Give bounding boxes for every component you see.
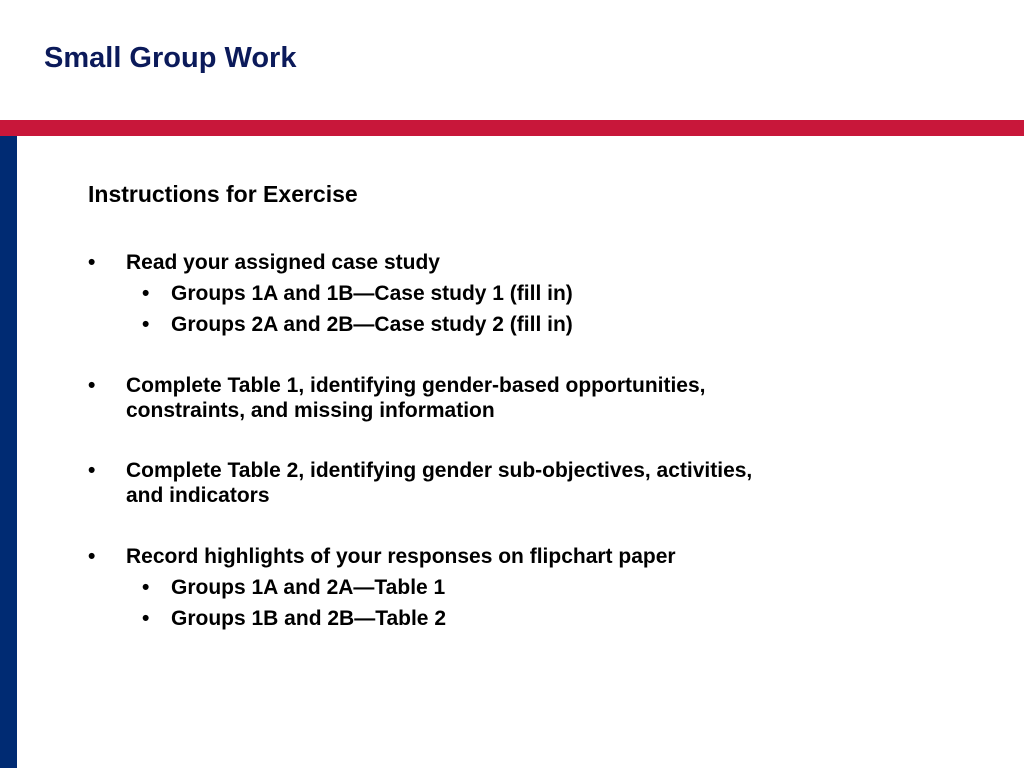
sub-bullet-text: Groups 1A and 2A—Table 1 <box>171 576 446 599</box>
bullet-text <box>126 458 752 508</box>
bullet-text <box>126 373 706 423</box>
slide-content <box>88 0 988 768</box>
bullet-text-line: and indicators <box>126 484 270 507</box>
bullet-dot: • <box>88 545 96 568</box>
bullet-dot: • <box>142 282 150 305</box>
bullet-text-line: Complete Table 2, identifying gender sub-objectives, activities, <box>126 459 753 482</box>
bullet-dot: • <box>142 313 150 336</box>
sub-bullet-text: Groups 1B and 2B—Table 2 <box>171 607 446 630</box>
bullet-text: Read your assigned case study <box>126 251 440 274</box>
bullet-text-line: constraints, and missing information <box>126 399 495 422</box>
sub-bullet-text: Groups 2A and 2B—Case study 2 (fill in) <box>171 313 573 336</box>
bullet-dot: • <box>88 459 96 482</box>
blue-side-bar <box>0 136 17 768</box>
bullet-dot: • <box>88 251 96 274</box>
bullet-text-line: Complete Table 1, identifying gender-based opportunities, <box>126 374 706 397</box>
instructions-heading: Instructions for Exercise <box>88 181 358 207</box>
sub-bullet-text: Groups 1A and 1B—Case study 1 (fill in) <box>171 282 573 305</box>
bullet-dot: • <box>142 607 150 630</box>
bullet-dot: • <box>88 374 96 397</box>
bullet-dot: • <box>142 576 150 599</box>
slide-title: Small Group Work <box>44 42 297 74</box>
bullet-text: Record highlights of your responses on flipchart paper <box>126 545 676 568</box>
